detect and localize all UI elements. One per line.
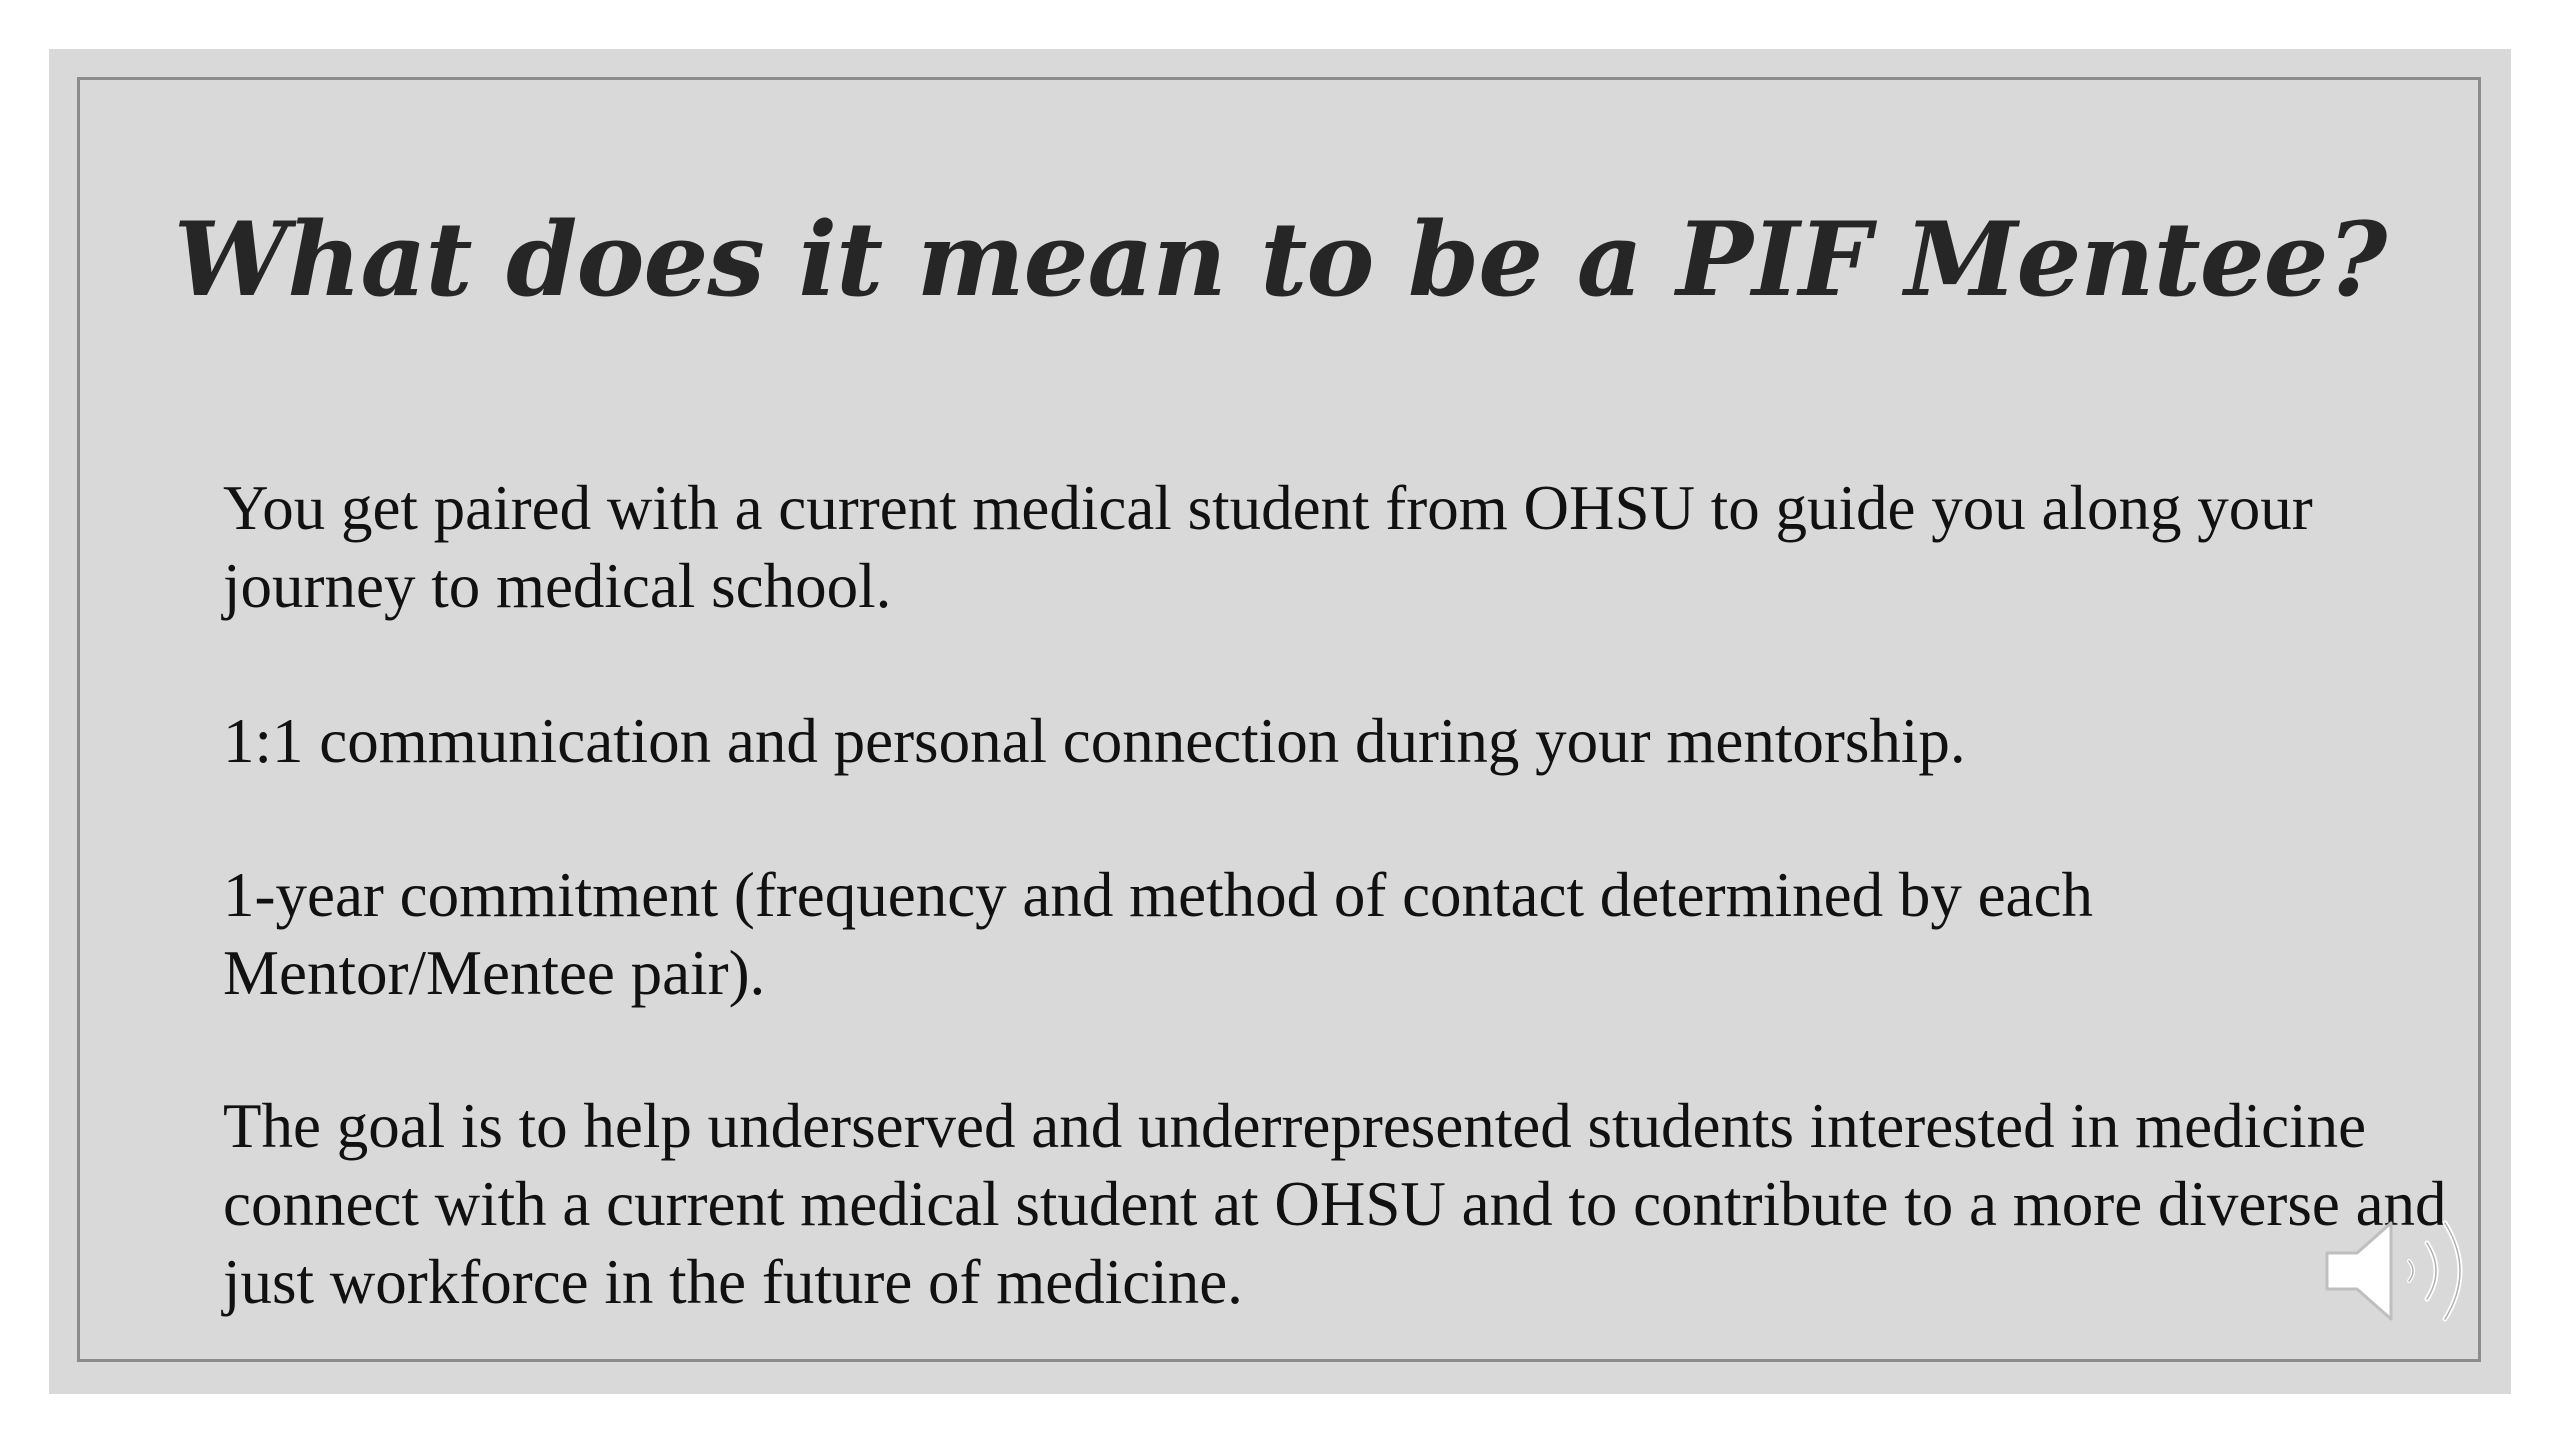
paragraph-pairing: You get paired with a current medical student from OHSU to guide you along your journey to medical school.: [223, 473, 2313, 621]
slide-title: What does it mean to be a PIF Mentee?: [173, 200, 2387, 320]
paragraph-goal: The goal is to help underserved and underrepresented students interested in medicine connect with a current medical student at OHSU and to contribute to a more diverse and just workforce in the future of medicine.: [223, 1091, 2447, 1317]
paragraph-communication: 1:1 communication and personal connection during your mentorship.: [223, 706, 1966, 776]
speaker-icon[interactable]: [2319, 1211, 2479, 1331]
slide: [49, 49, 2511, 1394]
paragraph-commitment: 1-year commitment (frequency and method of contact determined by each Mentor/Mentee pair).: [223, 860, 2093, 1008]
